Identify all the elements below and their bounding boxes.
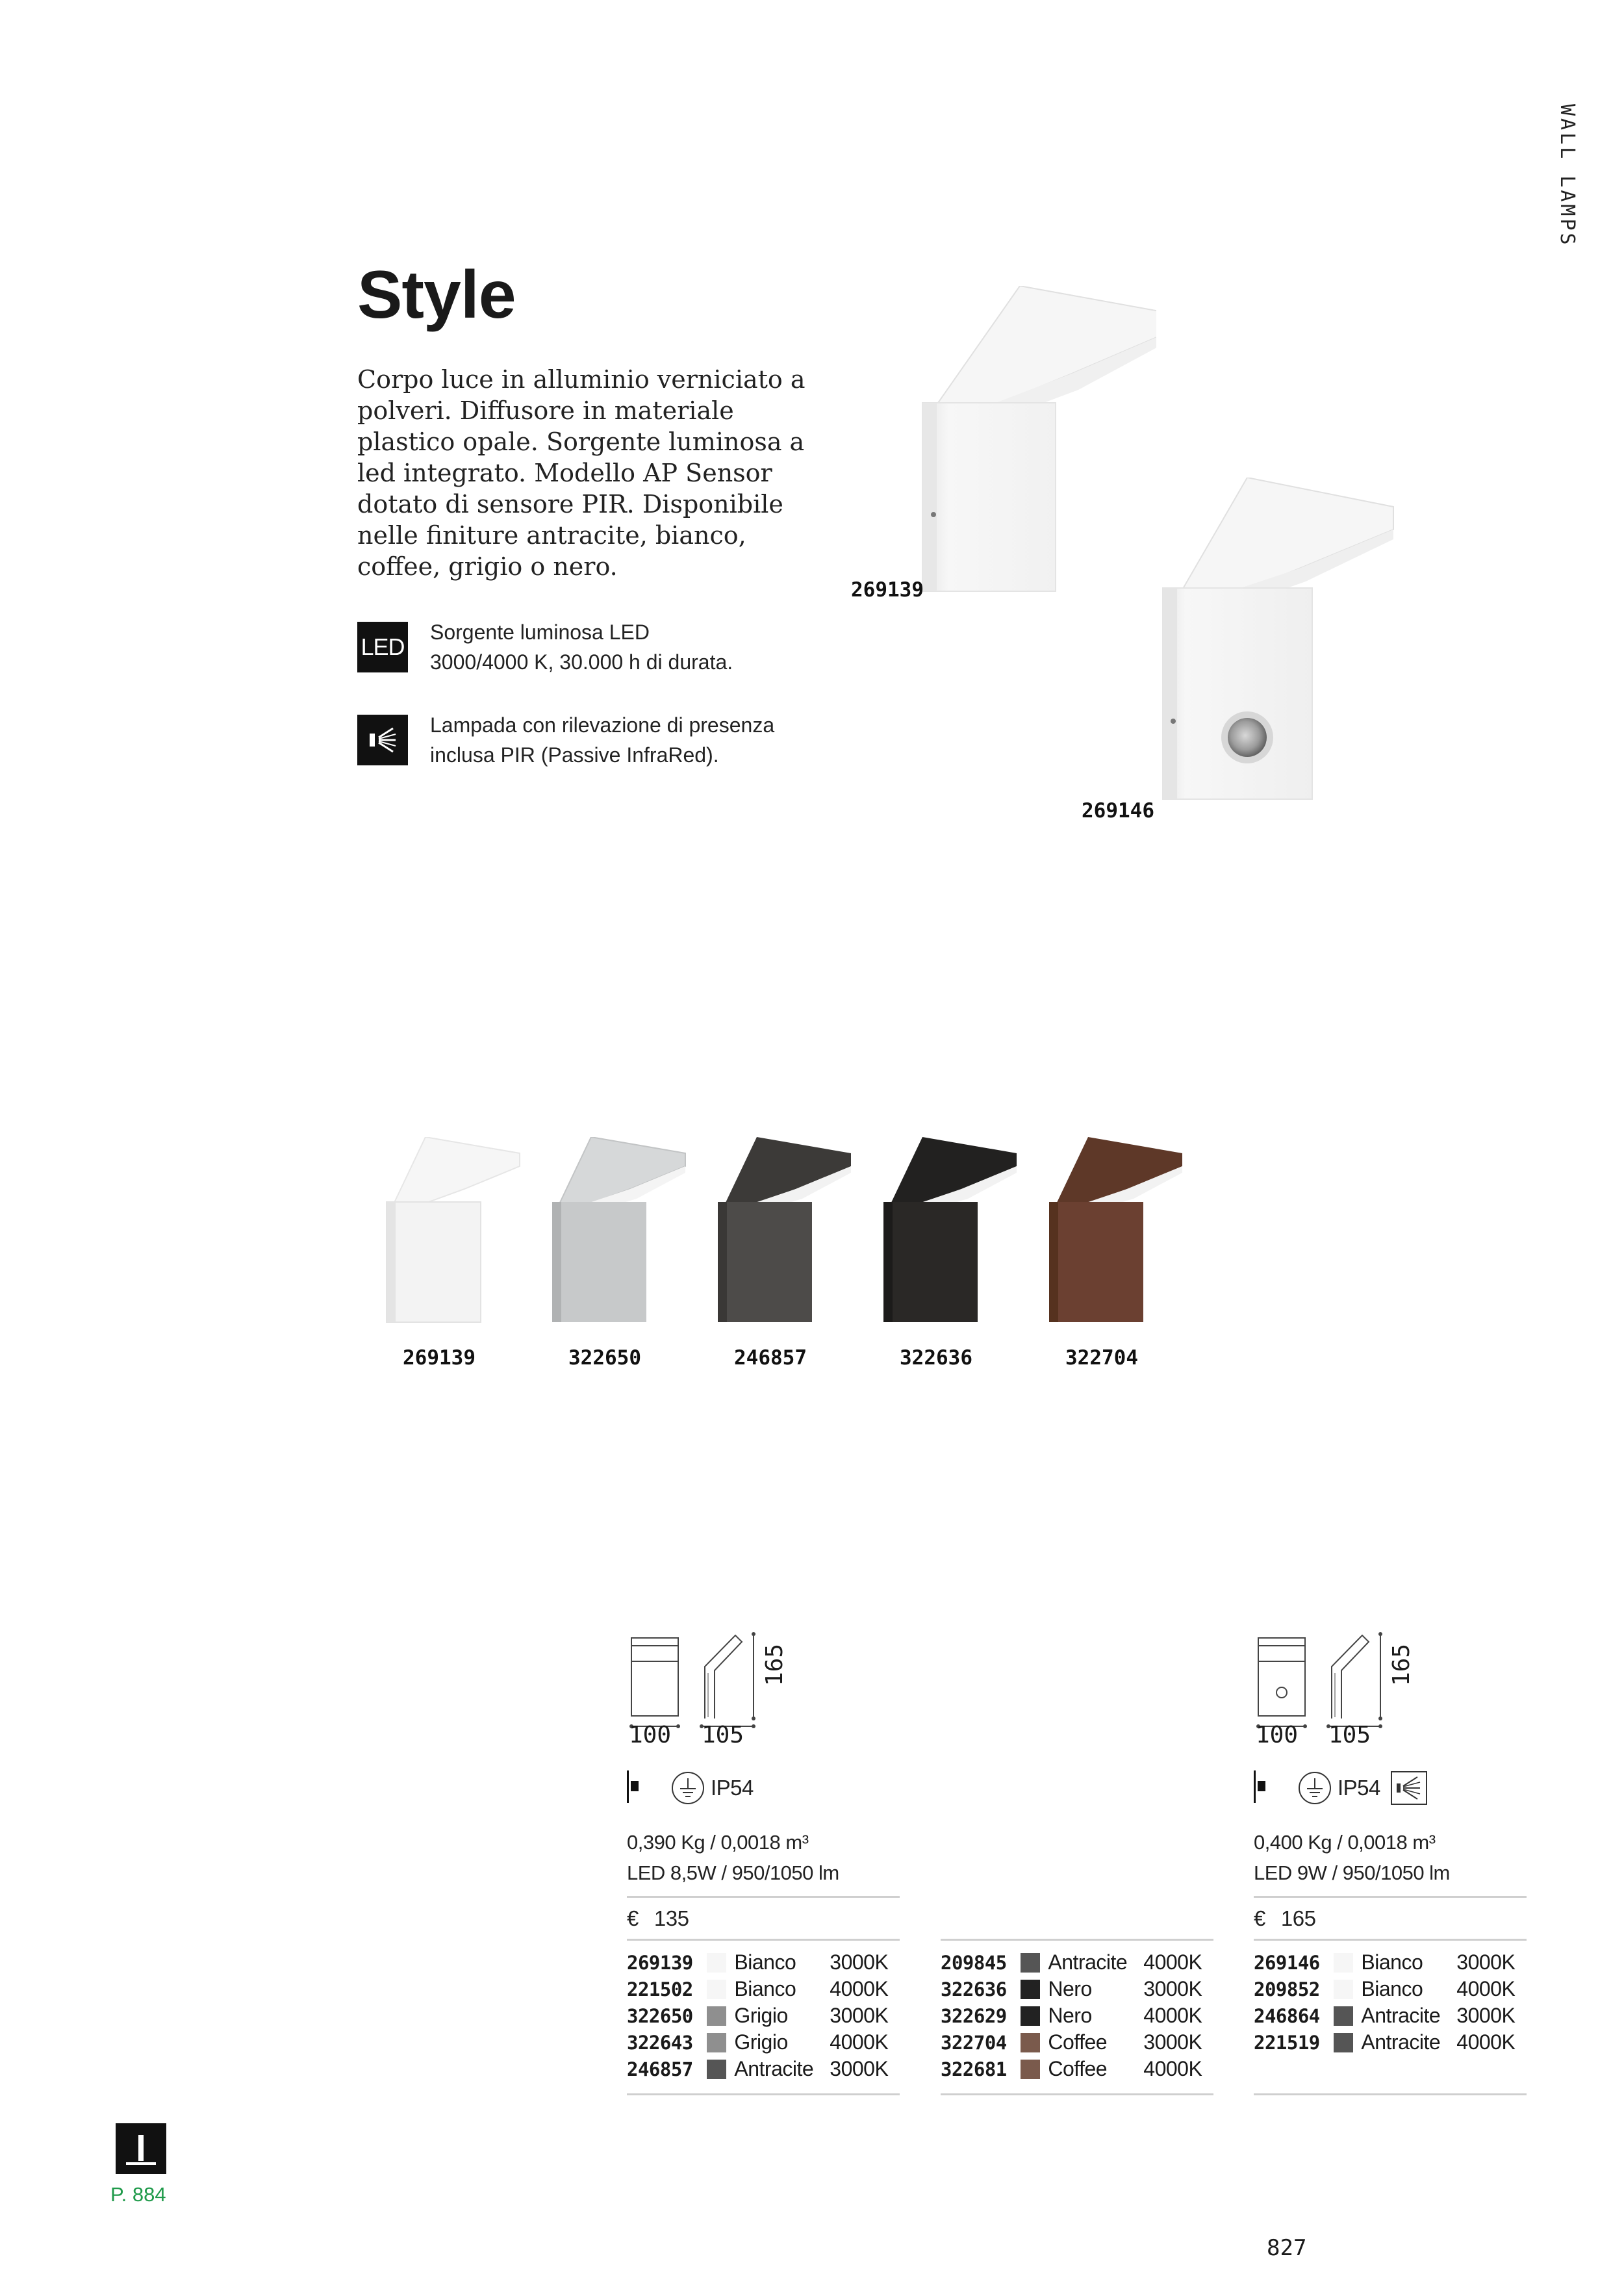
finish-code: 269139 bbox=[403, 1346, 476, 1370]
lamp-code-269139: 269139 bbox=[851, 578, 924, 602]
class-icon bbox=[1254, 1770, 1264, 1803]
dimension-width: 100 bbox=[629, 1722, 672, 1748]
dimension-depth: 105 bbox=[702, 1722, 744, 1748]
table-row: 322704 Coffee 3000K bbox=[941, 2030, 1202, 2054]
weight-volume: 0,400 Kg / 0,0018 m³ bbox=[1254, 1831, 1436, 1854]
table-row: 246857 Antracite 3000K bbox=[627, 2057, 889, 2080]
finish-code: 322650 bbox=[568, 1346, 641, 1370]
finish-photo-246857 bbox=[711, 1137, 857, 1325]
ground-icon bbox=[670, 1770, 705, 1806]
power-output: LED 8,5W / 950/1050 lm bbox=[627, 1861, 839, 1884]
price: € 135 bbox=[627, 1906, 689, 1930]
table-row: 246864 Antracite 3000K bbox=[1254, 2004, 1516, 2027]
table-row: 221502 Bianco 4000K bbox=[627, 1977, 889, 2000]
section-label: WALL LAMPS bbox=[1556, 104, 1579, 248]
dimension-height: 165 bbox=[1388, 1643, 1415, 1686]
divider bbox=[627, 1939, 900, 1941]
divider bbox=[941, 1939, 1213, 1941]
table-row: 209852 Bianco 4000K bbox=[1254, 1977, 1516, 2000]
table-row: 322629 Nero 4000K bbox=[941, 2004, 1202, 2027]
ground-icon bbox=[1297, 1770, 1332, 1806]
product-table-2 bbox=[941, 1949, 1213, 2082]
feature-pir-text: Lampada con rilevazione di presenza inclusa PIR (Passive InfraRed). bbox=[430, 713, 775, 767]
product-table-1 bbox=[627, 1949, 900, 2082]
feature-led-text: Sorgente luminosa LED 3000/4000 K, 30.000 h di durata. bbox=[430, 620, 733, 674]
table-row: 269146 Bianco 3000K bbox=[1254, 1950, 1516, 1974]
table-row: 269139 Bianco 3000K bbox=[627, 1950, 889, 1974]
table-row: 322681 Coffee 4000K bbox=[941, 2057, 1202, 2080]
power-output: LED 9W / 950/1050 lm bbox=[1254, 1861, 1450, 1884]
product-description: Corpo luce in alluminio verniciato a polveri. Diffusore in materiale plastico opale. Sorgente luminosa a led integrato. Modello AP Sensor dotato di sensore PIR. Disponibile nelle finiture antracite, bianco, coffee, grigio o nero. bbox=[357, 365, 806, 581]
brand-logo-icon bbox=[116, 2123, 166, 2174]
class-icon bbox=[627, 1770, 637, 1803]
pir-sensor-icon bbox=[357, 715, 408, 765]
led-icon: LED bbox=[357, 622, 408, 672]
lamp-photo-269146 bbox=[1150, 478, 1410, 802]
lamp-code-269146: 269146 bbox=[1082, 799, 1154, 823]
ip-rating: IP54 bbox=[1338, 1776, 1380, 1800]
pir-sensor-icon bbox=[1390, 1770, 1428, 1806]
table-row: 209845 Antracite 4000K bbox=[941, 1950, 1202, 1974]
divider bbox=[1254, 1896, 1527, 1898]
finish-photo-322636 bbox=[877, 1137, 1023, 1325]
dimension-depth: 105 bbox=[1328, 1722, 1371, 1748]
divider bbox=[627, 2093, 900, 2095]
dimension-height: 165 bbox=[761, 1643, 788, 1686]
divider bbox=[1254, 1939, 1527, 1941]
finish-photo-322650 bbox=[546, 1137, 692, 1325]
table-row: 221519 Antracite 4000K bbox=[1254, 2030, 1516, 2054]
table-row: 322643 Grigio 4000K bbox=[627, 2030, 889, 2054]
divider bbox=[627, 1896, 900, 1898]
product-table-3 bbox=[1254, 1949, 1527, 2056]
lamp-photo-269139 bbox=[909, 286, 1156, 598]
finish-code: 246857 bbox=[734, 1346, 807, 1370]
product-title: Style bbox=[357, 257, 516, 333]
table-row: 322650 Grigio 3000K bbox=[627, 2004, 889, 2027]
finish-code: 322704 bbox=[1065, 1346, 1138, 1370]
weight-volume: 0,390 Kg / 0,0018 m³ bbox=[627, 1831, 809, 1854]
dimension-width: 100 bbox=[1256, 1722, 1299, 1748]
finish-photo-322704 bbox=[1043, 1137, 1189, 1325]
divider bbox=[1254, 2093, 1527, 2095]
page-number: 827 bbox=[1267, 2235, 1307, 2261]
finish-photo-269139 bbox=[380, 1137, 526, 1325]
brand-page-ref: P. 884 bbox=[110, 2183, 166, 2206]
finish-code: 322636 bbox=[900, 1346, 972, 1370]
table-row: 322636 Nero 3000K bbox=[941, 1977, 1202, 2000]
ip-rating: IP54 bbox=[711, 1776, 754, 1800]
price: € 165 bbox=[1254, 1906, 1316, 1930]
divider bbox=[941, 2093, 1213, 2095]
